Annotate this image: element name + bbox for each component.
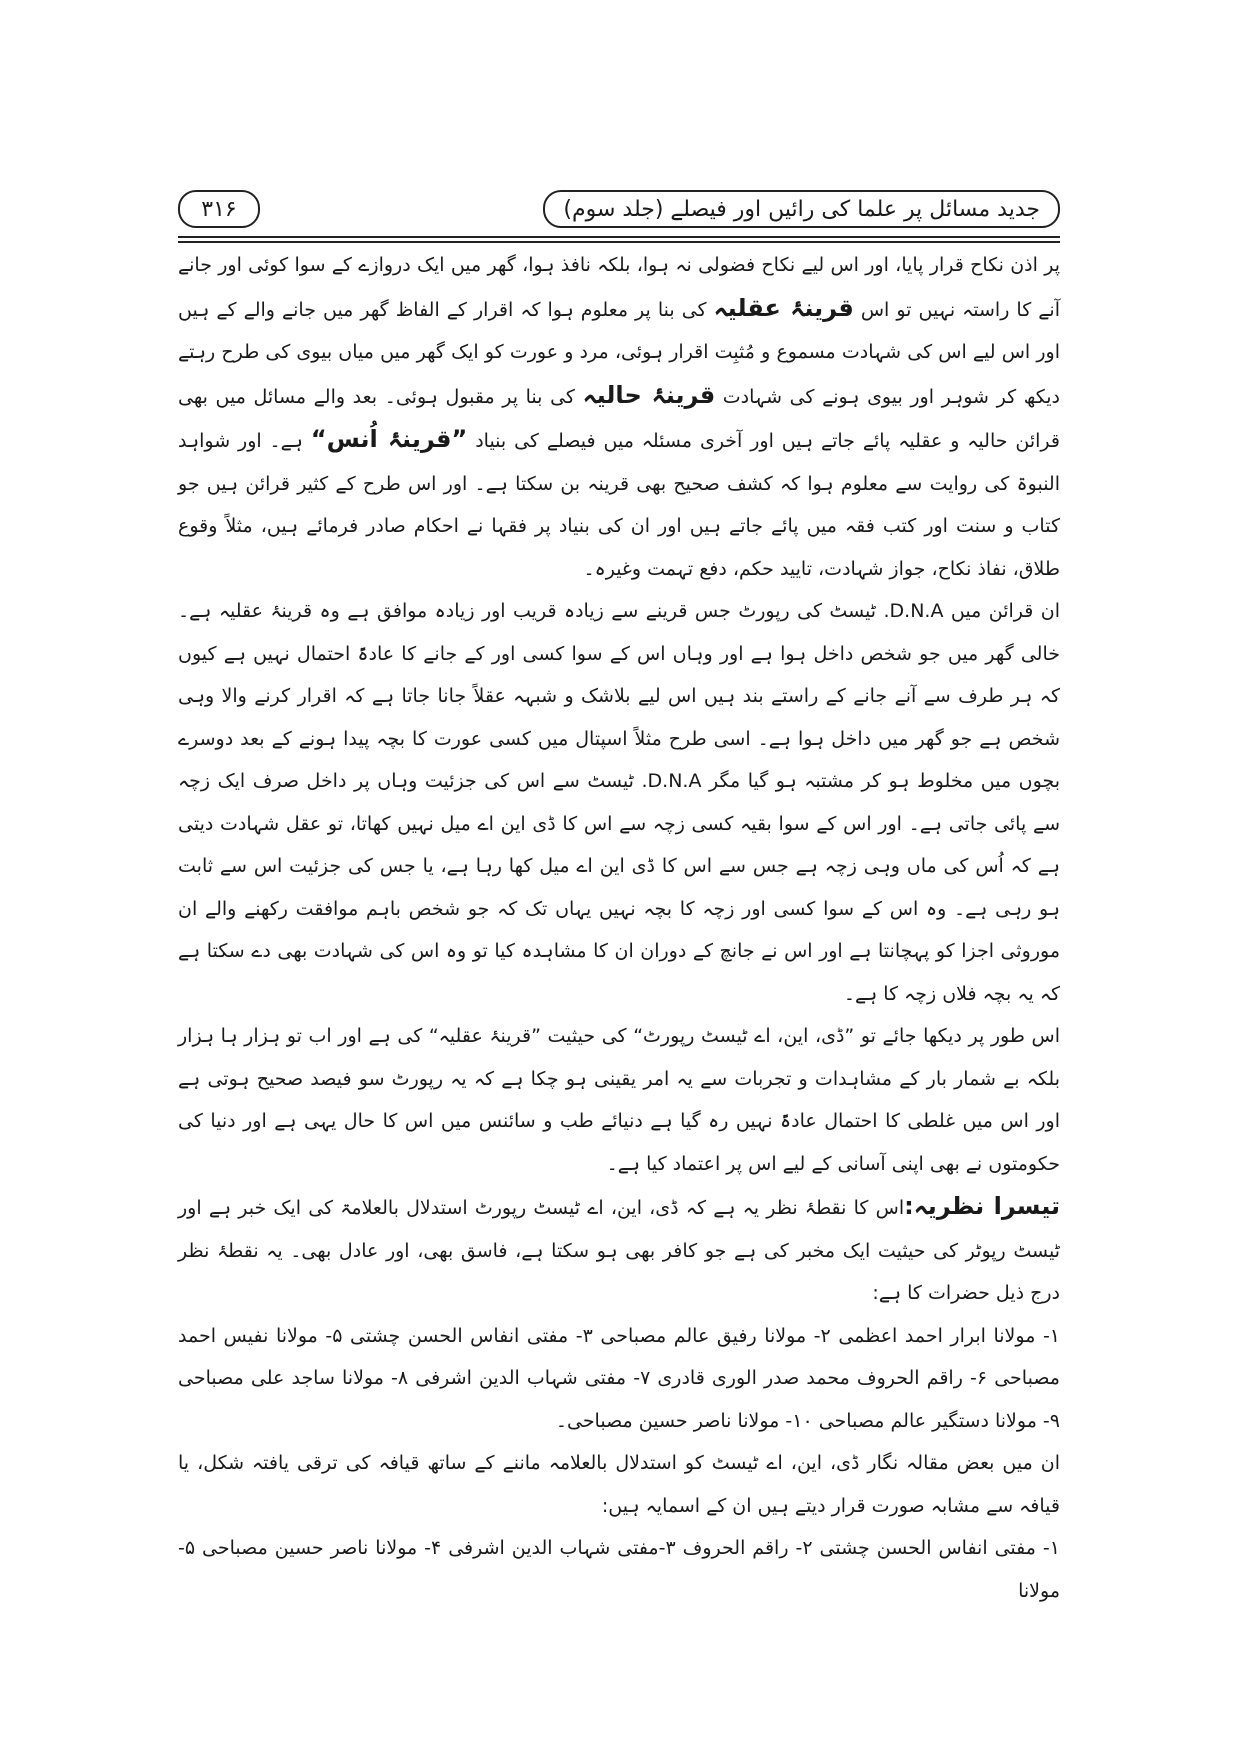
paragraph-3: اس طور پر دیکھا جائے تو ”ڈی، این، اے ٹیسٹ رپورٹ“ کی حیثیت ”قرینۂ عقلیہ“ کی ہے اور اب تو ہزار ہا ہزار بلکہ بے شمار بار کے مشاہدات و تجربات سے یہ امر یقینی ہو چکا ہے کہ یہ رپورٹ سو فیصد صحیح ہوتی ہے اور اس میں غلطی کا احتمال عادۃً نہیں رہ گیا ہے دنیائے طب و سائنس میں اس کا حال یہی ہے اور دنیا کی حکومتوں نے بھی اپنی آسانی کے لیے اس پر اعتماد کیا ہے۔ — [178, 1025, 1060, 1175]
paragraph-1-part-3: کی بنا پر مقبول ہوئی۔ بعد والے مسائل میں بھی قرائن حالیہ و عقلیہ پائے جاتے ہیں اور آخری مسئلہ میں فیصلے کی بنیاد — [178, 385, 1060, 452]
paragraph-1 — [178, 244, 1060, 590]
header-rule-top — [178, 236, 1060, 238]
paragraph-1-part-4: ہے۔ اور شواہد النبوۃ کی روایت سے معلوم ہوا کہ کشف صحیح بھی قرینہ بن سکتا ہے۔ اور اس طرح کے کثیر قرائن ہیں جو کتاب و سنت اور کتب فقہ میں پائے جاتے ہیں اور ان کی بنیاد پر فقہا نے احکام صادر فرمائے ہیں، مثلاً وقوع طلاق، نفاذ نکاح، جواز شہادت، تایید حکم، دفع تہمت وغیرہ۔ — [178, 430, 1060, 580]
running-title: جدید مسائل پر علما کی رائیں اور فیصلے (جلد سوم) — [543, 190, 1060, 228]
paragraph-1-part-1: پر اذن نکاح قرار پایا، اور اس لیے نکاح فضولی نہ ہوا، بلکہ نافذ ہوا، گھر میں ایک دروازے کے سوا کوئی اور جانے آنے کا راستہ نہیں تو اس — [178, 254, 1060, 321]
page-number: ۳۱۶ — [178, 190, 260, 228]
paragraph-6: ان میں بعض مقالہ نگار ڈی، این، اے ٹیسٹ کو استدلال بالعلامہ ماننے کے ساتھ قیافہ کی ترقی یافتہ شکل، یا قیافہ سے مشابہ صورت قرار دیتے ہیں ان کے اسمایہ ہیں: — [178, 1452, 1060, 1517]
body-text — [178, 244, 1060, 1612]
term-qarina-aqliya: قرینۂ عقلیہ — [713, 293, 854, 322]
paragraph-2: ان قرائن میں D.N.A. ٹیسٹ کی رپورٹ جس قرینے سے زیادہ قریب اور زیادہ موافق ہے وہ قرینۂ عقلیہ ہے۔ خالی گھر میں جو شخص داخل ہوا ہے اور وہاں اس کے سوا کسی اور کے جانے کا عادۃً احتمال نہیں ہے کیوں کہ ہر طرف سے آنے جانے کے راستے بند ہیں اس لیے بلاشک و شبہہ عقلاً جانا جاتا ہے کہ اقرار کرنے والا وہی شخص ہے جو گھر میں داخل ہوا ہے۔ اسی طرح مثلاً اسپتال میں کسی عورت کا بچہ پیدا ہونے کے بعد دوسرے بچوں میں مخلوط ہو کر مشتبہ ہو گیا مگر D.N.A. ٹیسٹ سے اس کی جزئیت وہاں پر داخل صرف ایک زچہ سے پائی جاتی ہے۔ اور اس کے سوا بقیہ کسی زچہ سے اس کا ڈی این اے میل نہیں کھاتا، تو عقل شہادت دیتی ہے کہ اُس کی ماں وہی زچہ ہے جس سے اس کا ڈی این اے میل کھا رہا ہے، یا جس کی جزئیت اس سے ثابت ہو رہی ہے۔ وہ اس کے سوا کسی اور زچہ کا بچہ نہیں یہاں تک کہ جو شخص باہم موافقت رکھنے والے ان موروثی اجزا کو پہچانتا ہے اور اس نے جانچ کے دوران ان کا مشاہدہ کیا تو وہ اس کی شہادت بھی دے سکتا ہے کہ یہ بچہ فلاں زچہ کا ہے۔ — [178, 600, 1060, 1005]
paragraph-1-part-2: کی بنا پر معلوم ہوا کہ اقرار کے الفاظ گھر میں جانے والے کے ہیں اور اس لیے اس کی شہادت مسموع و مُثبِت اقرار ہوئی، مرد و عورت کو ایک گھر میں میاں بیوی کی طرح رہتے دیکھ کر شوہر اور بیوی ہونے کی شہادت — [178, 298, 1060, 408]
paragraph-4-text: اس کا نقطۂ نظر یہ ہے کہ ڈی، این، اے ٹیسٹ رپورٹ استدلال بالعلامۃ کی ایک خبر ہے اور ٹیسٹ رپوٹر کی حیثیت ایک مخبر کی ہے جو کافر بھی ہو سکتا ہے، فاسق بھی، اور عادل بھی۔ یہ نقطۂ نظر درج ذیل حضرات کا ہے: — [178, 1197, 1060, 1304]
term-qarina-uns: ”قرینۂ اُنس“ — [310, 425, 468, 453]
term-qarina-haliya: قرینۂ حالیہ — [582, 380, 716, 409]
page-header — [178, 190, 1060, 230]
heading-third-view: تیسرا نظریہ: — [904, 1192, 1061, 1220]
paragraph-4 — [178, 1185, 1060, 1315]
paragraph-7-name-list: ۱- مفتی انفاس الحسن چشتی ۲- راقم الحروف ۳-مفتی شہاب الدین اشرفی ۴- مولانا ناصر حسین مصباحی ۵-مولانا — [178, 1537, 1060, 1602]
header-rule-bottom — [178, 241, 1060, 243]
paragraph-5-name-list: ۱- مولانا ابرار احمد اعظمی ۲- مولانا رفیق عالم مصباحی ۳- مفتی انفاس الحسن چشتی ۵- مولانا نفیس احمد مصباحی ۶- راقم الحروف محمد صدر الوری قادری ۷- مفتی شہاب الدین اشرفی ۸- مولانا ساجد علی مصباحی ۹- مولانا دستگیر عالم مصباحی ۱۰- مولانا ناصر حسین مصباحی۔ — [178, 1324, 1061, 1432]
